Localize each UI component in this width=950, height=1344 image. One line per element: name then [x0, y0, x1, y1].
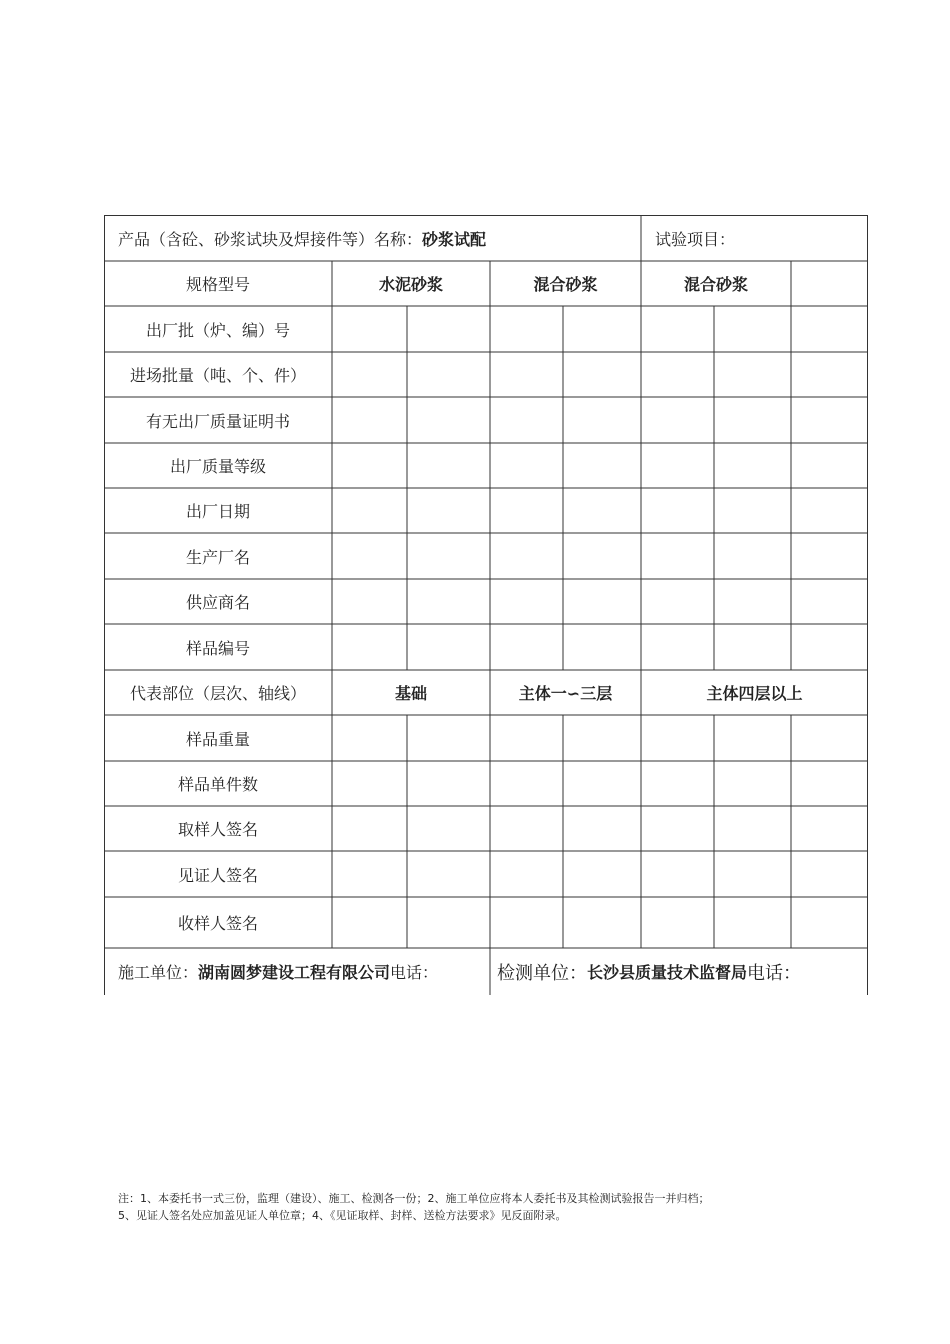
footnote	[118, 1190, 878, 1224]
row-label-sample-no: 样品编号	[185, 638, 250, 658]
row-label-quantity: 进场批量（吨、个、件）	[129, 366, 306, 385]
row-label-supplier: 供应商名	[185, 593, 250, 612]
footnote-line-2: 5、见证人签名处应加盖见证人单位章；4、《见证取样、封样、送检方法要求》见反面附录。	[118, 1209, 567, 1222]
row-label-factory-date: 出厂日期	[185, 502, 250, 521]
construction-phone-label: 电话：	[390, 963, 439, 982]
construction-unit-cell	[104, 948, 490, 995]
spec-value-2: 混合砂浆	[533, 275, 598, 294]
test-item-cell	[641, 215, 868, 261]
position-label: 代表部位（层次、轴线）	[129, 684, 306, 703]
row-label-witness-signature: 见证人签名	[177, 865, 258, 885]
row-label-batch-no: 出厂批（炉、编）号	[145, 320, 290, 340]
testing-unit-cell	[490, 948, 861, 995]
spec-value-1: 水泥砂浆	[378, 275, 443, 294]
product-name-cell	[104, 215, 641, 261]
test-item-label: 试验项目：	[655, 229, 736, 249]
footnote-line-1: 注：1、本委托书一式三份，监理（建设）、施工、检测各一份；2、施工单位应将本人委托书及其检测试验报告一并归档；	[118, 1192, 710, 1205]
row-label-manufacturer: 生产厂名	[185, 547, 250, 567]
position-value-1: 基础	[394, 684, 427, 703]
position-value-3: 主体四层以上	[706, 684, 803, 703]
row-label-sample-weight: 样品重量	[185, 729, 250, 749]
product-label: 产品（含砼、砂浆试块及焊接件等）名称：	[118, 229, 423, 249]
testing-name: 长沙县质量技术监督局	[587, 963, 748, 982]
row-label-receiver-signature: 收样人签名	[177, 914, 258, 933]
construction-name: 湖南圆梦建设工程有限公司	[198, 963, 391, 982]
row-label-certificate: 有无出厂质量证明书	[145, 411, 290, 431]
spec-value-3: 混合砂浆	[683, 275, 748, 294]
row-label-quality-grade: 出厂质量等级	[169, 457, 266, 476]
spec-label: 规格型号	[185, 275, 250, 294]
testing-label: 检测单位：	[497, 962, 587, 984]
row-label-piece-count: 样品单件数	[177, 775, 258, 794]
construction-label: 施工单位：	[118, 963, 199, 982]
row-label-sampler-signature: 取样人签名	[177, 820, 258, 839]
product-name: 砂浆试配	[422, 229, 487, 249]
commission-form	[104, 215, 868, 995]
testing-phone-label: 电话：	[747, 962, 802, 984]
position-value-2: 主体一∽三层	[518, 684, 613, 703]
